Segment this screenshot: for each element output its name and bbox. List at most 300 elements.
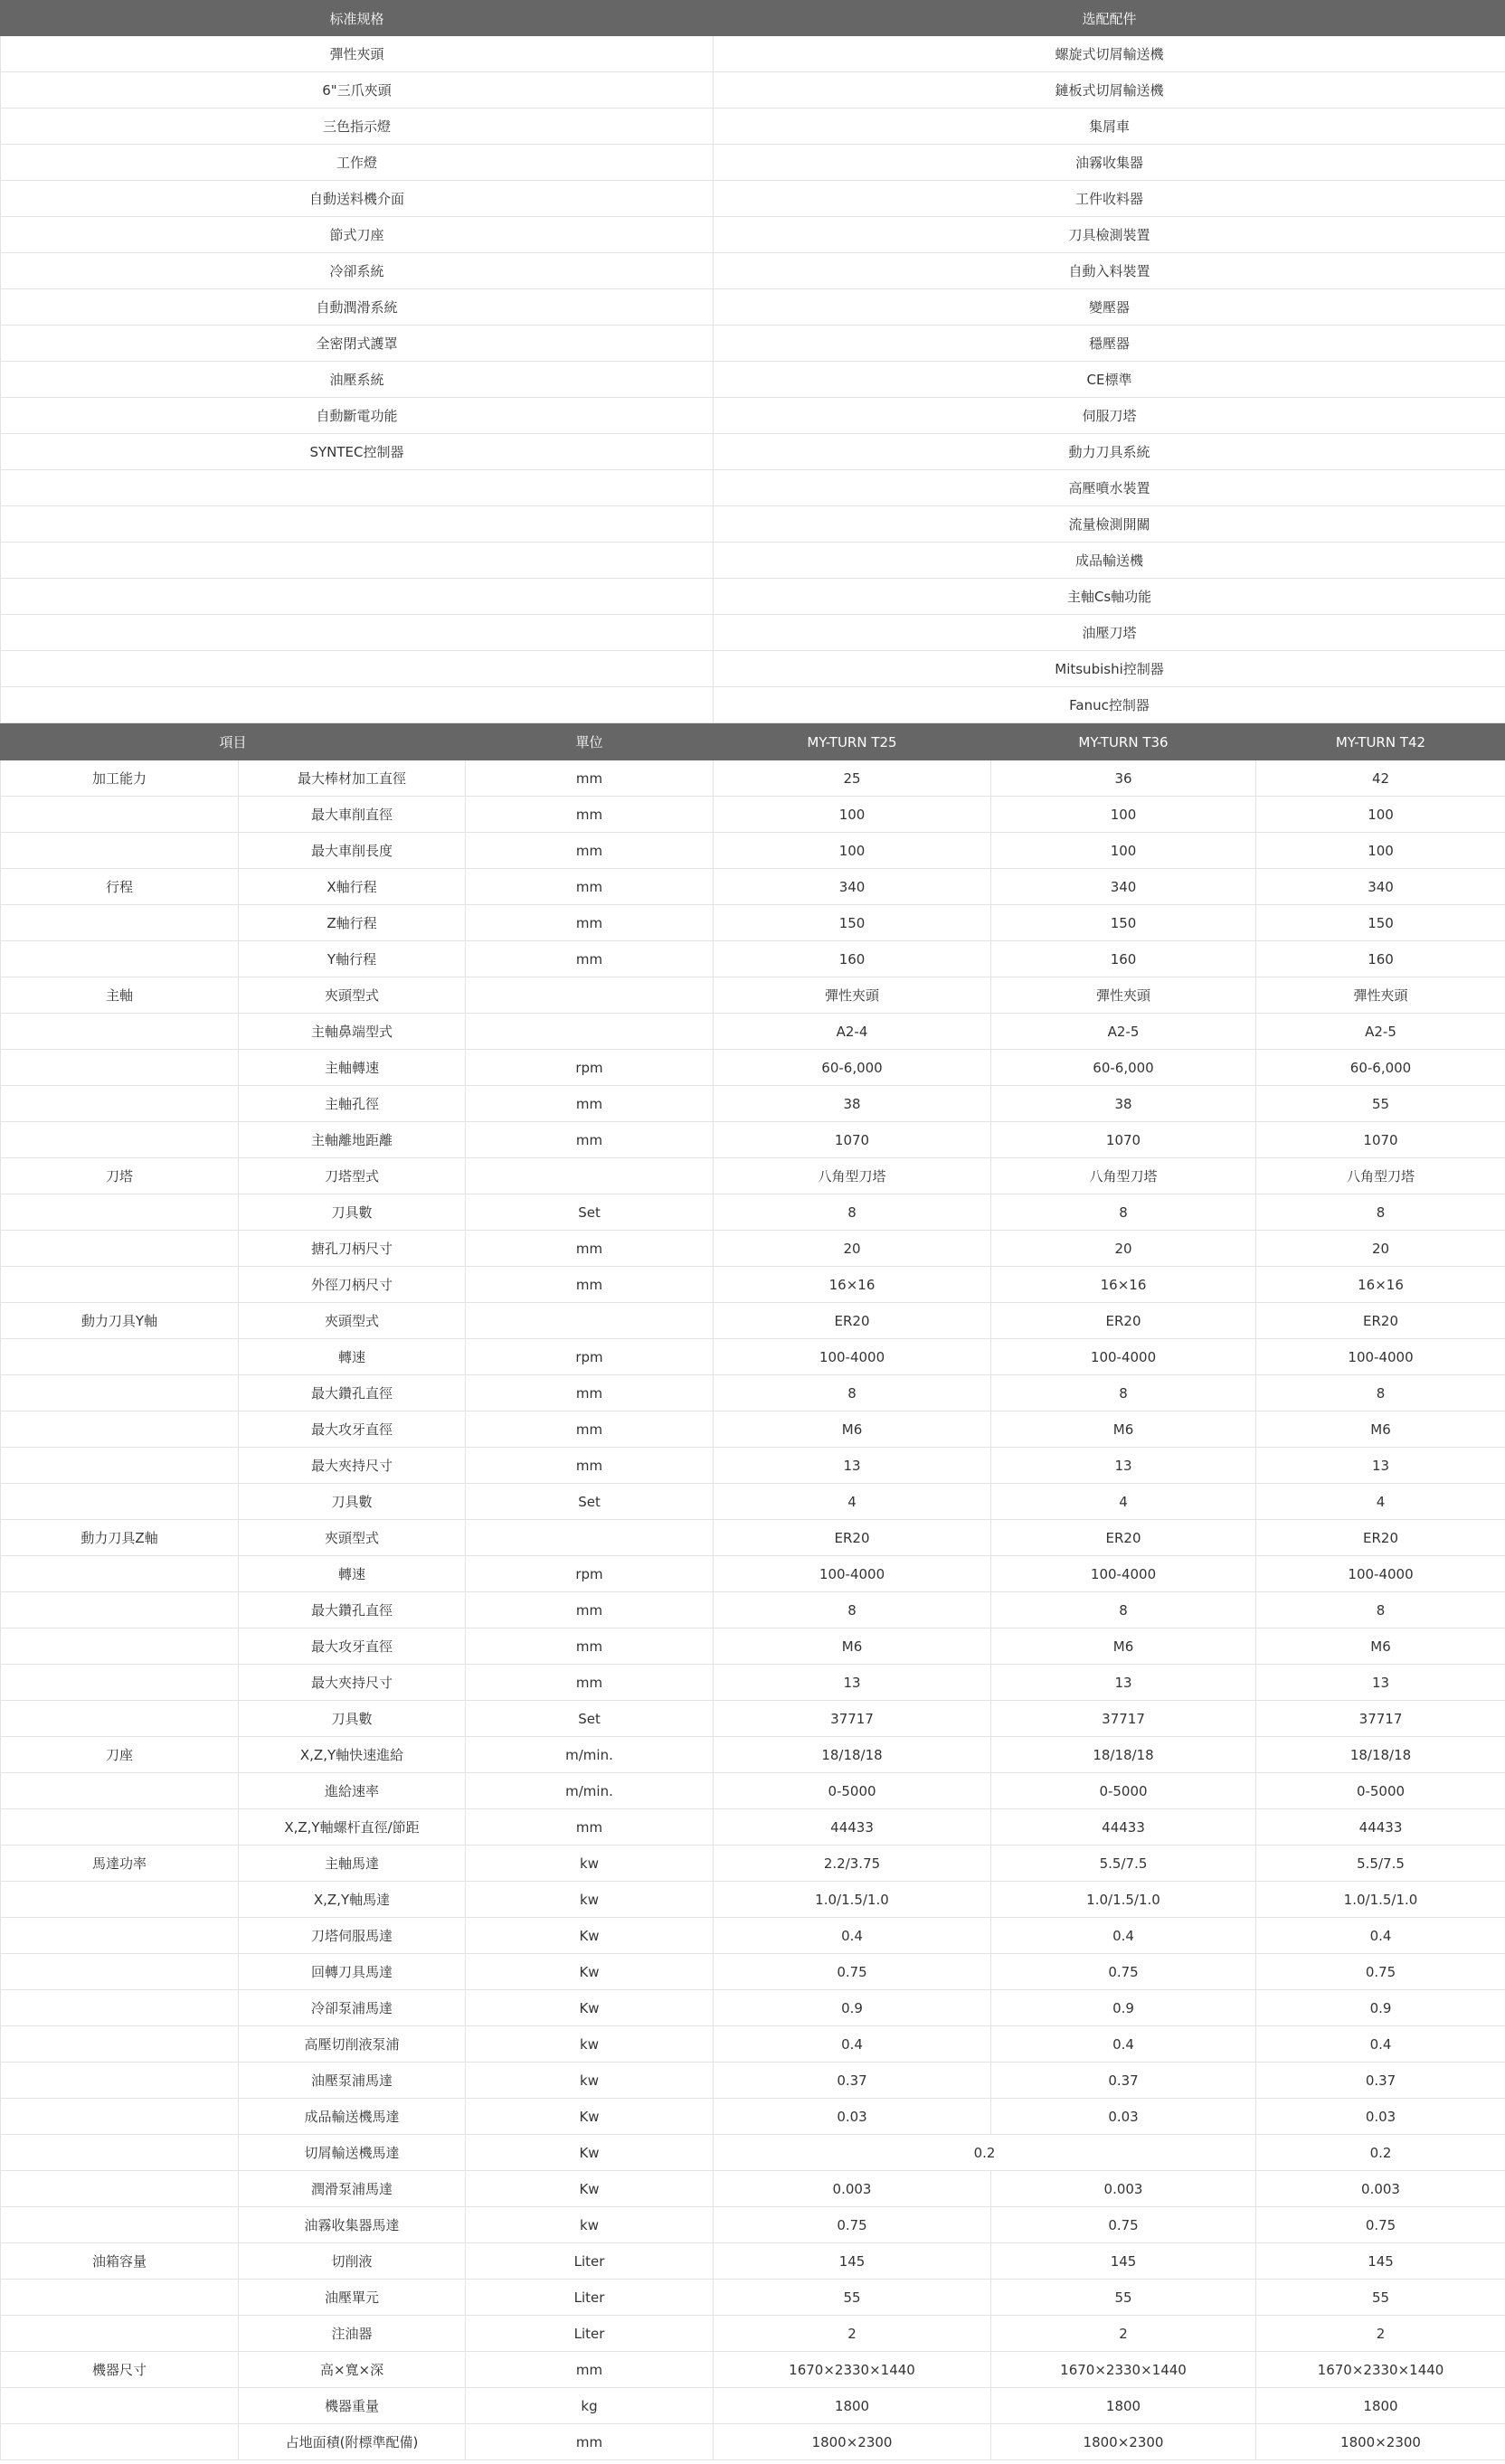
standard-spec-cell: 工作燈 bbox=[1, 145, 714, 181]
group-cell bbox=[1, 2063, 239, 2099]
item-cell: 進給速率 bbox=[239, 1773, 466, 1809]
table-row bbox=[1, 1954, 1505, 1990]
unit-cell bbox=[466, 1303, 714, 1339]
t36-value-cell: 160 bbox=[991, 941, 1256, 977]
table-row bbox=[1, 398, 1505, 434]
optional-accessory-cell: 油壓刀塔 bbox=[714, 615, 1505, 651]
t42-value-cell: 8 bbox=[1256, 1194, 1505, 1231]
t36-value-cell: 4 bbox=[991, 1484, 1256, 1520]
unit-cell: kw bbox=[466, 2063, 714, 2099]
table-row bbox=[1, 2280, 1505, 2316]
t42-value-cell: 100 bbox=[1256, 797, 1505, 833]
t25-value-cell: 8 bbox=[714, 1592, 991, 1629]
item-cell: Z軸行程 bbox=[239, 905, 466, 941]
t36-value-cell: 44433 bbox=[991, 1809, 1256, 1846]
optional-accessory-cell: 主軸Cs軸功能 bbox=[714, 579, 1505, 615]
t25-value-cell: 8 bbox=[714, 1194, 991, 1231]
t25-value-cell: 100 bbox=[714, 797, 991, 833]
t42-value-cell: 44433 bbox=[1256, 1809, 1505, 1846]
unit-cell: mm bbox=[466, 1375, 714, 1411]
t25-value-cell: 100-4000 bbox=[714, 1556, 991, 1592]
t36-value-cell: 55 bbox=[991, 2280, 1256, 2316]
t36-value-cell: 0.4 bbox=[991, 1918, 1256, 1954]
t42-value-cell: 0.2 bbox=[1256, 2135, 1505, 2171]
item-cell: 刀塔伺服馬達 bbox=[239, 1918, 466, 1954]
item-cell: 潤滑泵浦馬達 bbox=[239, 2171, 466, 2207]
table-row bbox=[1, 1809, 1505, 1846]
group-cell bbox=[1, 1267, 239, 1303]
t36-value-cell: 36 bbox=[991, 760, 1256, 797]
table-row bbox=[1, 2424, 1505, 2460]
unit-cell: kw bbox=[466, 1882, 714, 1918]
standard-spec-cell bbox=[1, 506, 714, 543]
t36-value-cell: 100-4000 bbox=[991, 1556, 1256, 1592]
t25-value-cell: 0.75 bbox=[714, 1954, 991, 1990]
standard-spec-cell bbox=[1, 543, 714, 579]
table-row bbox=[1, 615, 1505, 651]
t36-value-cell: 0.75 bbox=[991, 1954, 1256, 1990]
unit-cell: mm bbox=[466, 905, 714, 941]
t42-value-cell: 42 bbox=[1256, 760, 1505, 797]
t42-value-cell: 20 bbox=[1256, 1231, 1505, 1267]
t36-value-cell: ER20 bbox=[991, 1303, 1256, 1339]
item-cell: 主軸離地距離 bbox=[239, 1122, 466, 1158]
t42-value-cell: 18/18/18 bbox=[1256, 1737, 1505, 1773]
standard-spec-cell: SYNTEC控制器 bbox=[1, 434, 714, 470]
t42-value-cell: 0.37 bbox=[1256, 2063, 1505, 2099]
item-cell: 回轉刀具馬達 bbox=[239, 1954, 466, 1990]
group-cell bbox=[1, 1701, 239, 1737]
item-cell: 最大夾持尺寸 bbox=[239, 1665, 466, 1701]
optional-accessory-cell: 自動入料裝置 bbox=[714, 253, 1505, 289]
table-row bbox=[1, 977, 1505, 1014]
table-row bbox=[1, 797, 1505, 833]
t36-value-cell: 13 bbox=[991, 1448, 1256, 1484]
table-row bbox=[1, 1918, 1505, 1954]
unit-cell: rpm bbox=[466, 1556, 714, 1592]
t36-value-cell: 8 bbox=[991, 1592, 1256, 1629]
group-cell bbox=[1, 2026, 239, 2063]
optional-accessory-cell: 動力刀具系統 bbox=[714, 434, 1505, 470]
item-cell: 油霧收集器馬達 bbox=[239, 2207, 466, 2243]
t25-value-cell: 145 bbox=[714, 2243, 991, 2280]
unit-cell: mm bbox=[466, 941, 714, 977]
group-cell: 油箱容量 bbox=[1, 2243, 239, 2280]
unit-cell: Kw bbox=[466, 1954, 714, 1990]
t42-value-cell: 8 bbox=[1256, 1375, 1505, 1411]
group-cell: 加工能力 bbox=[1, 760, 239, 797]
optional-accessory-cell: 刀具檢測裝置 bbox=[714, 217, 1505, 253]
t42-value-cell: 1670×2330×1440 bbox=[1256, 2352, 1505, 2388]
unit-cell: mm bbox=[466, 1665, 714, 1701]
unit-cell: Set bbox=[466, 1701, 714, 1737]
standard-spec-cell: 彈性夾頭 bbox=[1, 36, 714, 72]
group-cell bbox=[1, 1086, 239, 1122]
optional-accessory-cell: Fanuc控制器 bbox=[714, 687, 1505, 723]
item-cell: 冷卻泵浦馬達 bbox=[239, 1990, 466, 2026]
unit-cell: mm bbox=[466, 1629, 714, 1665]
standard-spec-cell: 冷卻系統 bbox=[1, 253, 714, 289]
table-row bbox=[1, 687, 1505, 723]
table-row bbox=[1, 1773, 1505, 1809]
t25-value-cell: 16×16 bbox=[714, 1267, 991, 1303]
t42-value-cell: 60-6,000 bbox=[1256, 1050, 1505, 1086]
t25-value-cell: 1800×2300 bbox=[714, 2424, 991, 2460]
t25-value-cell: 1.0/1.5/1.0 bbox=[714, 1882, 991, 1918]
group-cell: 動力刀具Z軸 bbox=[1, 1520, 239, 1556]
optional-accessory-cell: CE標準 bbox=[714, 362, 1505, 398]
t25-value-cell: 160 bbox=[714, 941, 991, 977]
t36-value-cell: 20 bbox=[991, 1231, 1256, 1267]
t25-value-cell: 0.37 bbox=[714, 2063, 991, 2099]
t36-value-cell: 8 bbox=[991, 1375, 1256, 1411]
t25-value-cell: 2 bbox=[714, 2316, 991, 2352]
group-cell: 機器尺寸 bbox=[1, 2352, 239, 2388]
item-cell: 最大夾持尺寸 bbox=[239, 1448, 466, 1484]
table-row bbox=[1, 72, 1505, 109]
t36-value-cell: 60-6,000 bbox=[991, 1050, 1256, 1086]
group-cell bbox=[1, 1990, 239, 2026]
t42-value-cell: 8 bbox=[1256, 1592, 1505, 1629]
t36-value-cell: 0.003 bbox=[991, 2171, 1256, 2207]
group-cell bbox=[1, 1339, 239, 1375]
item-cell: 機器重量 bbox=[239, 2388, 466, 2424]
group-cell: 刀座 bbox=[1, 1737, 239, 1773]
item-cell: 最大鑽孔直徑 bbox=[239, 1375, 466, 1411]
unit-cell: Kw bbox=[466, 2099, 714, 2135]
table-row bbox=[1, 833, 1505, 869]
group-cell bbox=[1, 1014, 239, 1050]
table-row bbox=[1, 1014, 1505, 1050]
model-t25-header: MY-TURN T25 bbox=[714, 724, 991, 760]
unit-cell: mm bbox=[466, 1809, 714, 1846]
t25-value-cell: 0.4 bbox=[714, 1918, 991, 1954]
t25-value-cell: 60-6,000 bbox=[714, 1050, 991, 1086]
t42-value-cell: 160 bbox=[1256, 941, 1505, 977]
t25-value-cell: 0.03 bbox=[714, 2099, 991, 2135]
table-row bbox=[1, 1556, 1505, 1592]
t42-value-cell: 彈性夾頭 bbox=[1256, 977, 1505, 1014]
unit-cell: mm bbox=[466, 1448, 714, 1484]
t36-value-cell: 13 bbox=[991, 1665, 1256, 1701]
t36-value-cell: 0.4 bbox=[991, 2026, 1256, 2063]
item-cell: 成品輸送機馬達 bbox=[239, 2099, 466, 2135]
item-header: 項目 bbox=[1, 724, 466, 760]
item-cell: 轉速 bbox=[239, 1556, 466, 1592]
standard-spec-cell: 油壓系統 bbox=[1, 362, 714, 398]
unit-cell: rpm bbox=[466, 1339, 714, 1375]
item-cell: 主軸轉速 bbox=[239, 1050, 466, 1086]
optional-accessory-cell: 變壓器 bbox=[714, 289, 1505, 326]
model-t42-header: MY-TURN T42 bbox=[1256, 724, 1505, 760]
t36-value-cell: 八角型刀塔 bbox=[991, 1158, 1256, 1194]
t42-value-cell: 0.75 bbox=[1256, 1954, 1505, 1990]
table-row bbox=[1, 253, 1505, 289]
item-cell: 夾頭型式 bbox=[239, 977, 466, 1014]
standard-spec-cell bbox=[1, 651, 714, 687]
optional-accessory-cell: 穩壓器 bbox=[714, 326, 1505, 362]
t25-value-cell: ER20 bbox=[714, 1303, 991, 1339]
table-row bbox=[1, 2243, 1505, 2280]
unit-cell: kw bbox=[466, 2207, 714, 2243]
group-cell bbox=[1, 2099, 239, 2135]
table-row bbox=[1, 362, 1505, 398]
unit-cell: kg bbox=[466, 2388, 714, 2424]
item-cell: 切削液 bbox=[239, 2243, 466, 2280]
optional-accessory-cell: 伺服刀塔 bbox=[714, 398, 1505, 434]
group-cell bbox=[1, 1918, 239, 1954]
t36-value-cell: 340 bbox=[991, 869, 1256, 905]
t36-value-cell: 0-5000 bbox=[991, 1773, 1256, 1809]
t36-value-cell: 0.9 bbox=[991, 1990, 1256, 2026]
standard-spec-cell bbox=[1, 470, 714, 506]
t42-value-cell: 0.03 bbox=[1256, 2099, 1505, 2135]
unit-cell: m/min. bbox=[466, 1773, 714, 1809]
item-cell: 油壓泵浦馬達 bbox=[239, 2063, 466, 2099]
unit-cell: mm bbox=[466, 797, 714, 833]
unit-cell bbox=[466, 1014, 714, 1050]
item-cell: 外徑刀柄尺寸 bbox=[239, 1267, 466, 1303]
merged-t25-t36-cell: 0.2 bbox=[714, 2135, 1256, 2171]
t42-value-cell: 0-5000 bbox=[1256, 1773, 1505, 1809]
t36-value-cell: 1800×2300 bbox=[991, 2424, 1256, 2460]
table-row bbox=[1, 2171, 1505, 2207]
group-cell: 馬達功率 bbox=[1, 1846, 239, 1882]
specs-header-row bbox=[1, 724, 1505, 760]
t36-value-cell: 150 bbox=[991, 905, 1256, 941]
t25-value-cell: 100-4000 bbox=[714, 1339, 991, 1375]
unit-cell: mm bbox=[466, 1086, 714, 1122]
table-row bbox=[1, 1629, 1505, 1665]
group-cell bbox=[1, 833, 239, 869]
group-cell bbox=[1, 2424, 239, 2460]
table-row bbox=[1, 1339, 1505, 1375]
item-cell: 刀塔型式 bbox=[239, 1158, 466, 1194]
standard-spec-cell: 全密閉式護罩 bbox=[1, 326, 714, 362]
t25-value-cell: 38 bbox=[714, 1086, 991, 1122]
t25-value-cell: 1800 bbox=[714, 2388, 991, 2424]
t25-value-cell: 彈性夾頭 bbox=[714, 977, 991, 1014]
table-row bbox=[1, 2135, 1505, 2171]
unit-cell: Set bbox=[466, 1484, 714, 1520]
group-cell bbox=[1, 2280, 239, 2316]
table-row bbox=[1, 1158, 1505, 1194]
standard-spec-header: 标准规格 bbox=[1, 1, 714, 36]
unit-cell: mm bbox=[466, 1411, 714, 1448]
t42-value-cell: 16×16 bbox=[1256, 1267, 1505, 1303]
item-cell: Y軸行程 bbox=[239, 941, 466, 977]
group-cell bbox=[1, 1665, 239, 1701]
t25-value-cell: 100 bbox=[714, 833, 991, 869]
optional-accessory-cell: 成品輸送機 bbox=[714, 543, 1505, 579]
unit-cell: rpm bbox=[466, 1050, 714, 1086]
item-cell: X,Z,Y軸螺杆直徑/節距 bbox=[239, 1809, 466, 1846]
t25-value-cell: 0.4 bbox=[714, 2026, 991, 2063]
table-row bbox=[1, 1231, 1505, 1267]
t42-value-cell: 2 bbox=[1256, 2316, 1505, 2352]
item-cell: 主軸馬達 bbox=[239, 1846, 466, 1882]
t36-value-cell: 18/18/18 bbox=[991, 1737, 1256, 1773]
t36-value-cell: 145 bbox=[991, 2243, 1256, 2280]
t25-value-cell: 0-5000 bbox=[714, 1773, 991, 1809]
t25-value-cell: 1070 bbox=[714, 1122, 991, 1158]
table-row bbox=[1, 181, 1505, 217]
table-row bbox=[1, 1882, 1505, 1918]
unit-cell: Kw bbox=[466, 1990, 714, 2026]
table-row bbox=[1, 2026, 1505, 2063]
t25-value-cell: 1670×2330×1440 bbox=[714, 2352, 991, 2388]
t36-value-cell: 彈性夾頭 bbox=[991, 977, 1256, 1014]
group-cell bbox=[1, 941, 239, 977]
table-row bbox=[1, 1448, 1505, 1484]
item-cell: 占地面積(附標準配備) bbox=[239, 2424, 466, 2460]
standard-spec-cell: 三色指示燈 bbox=[1, 109, 714, 145]
t25-value-cell: 150 bbox=[714, 905, 991, 941]
group-cell bbox=[1, 1411, 239, 1448]
item-cell: 油壓單元 bbox=[239, 2280, 466, 2316]
t25-value-cell: 八角型刀塔 bbox=[714, 1158, 991, 1194]
unit-cell: mm bbox=[466, 2352, 714, 2388]
optional-accessory-cell: 工件收料器 bbox=[714, 181, 1505, 217]
group-cell bbox=[1, 1556, 239, 1592]
item-cell: 刀具數 bbox=[239, 1701, 466, 1737]
t25-value-cell: 0.75 bbox=[714, 2207, 991, 2243]
group-cell: 動力刀具Y軸 bbox=[1, 1303, 239, 1339]
item-cell: 刀具數 bbox=[239, 1194, 466, 1231]
t25-value-cell: 13 bbox=[714, 1448, 991, 1484]
group-cell: 主軸 bbox=[1, 977, 239, 1014]
table-row bbox=[1, 2099, 1505, 2135]
item-cell: 夾頭型式 bbox=[239, 1520, 466, 1556]
group-cell bbox=[1, 1122, 239, 1158]
unit-cell: mm bbox=[466, 1231, 714, 1267]
t25-value-cell: 44433 bbox=[714, 1809, 991, 1846]
t36-value-cell: 0.03 bbox=[991, 2099, 1256, 2135]
table-row bbox=[1, 1086, 1505, 1122]
unit-cell bbox=[466, 1158, 714, 1194]
standard-spec-cell bbox=[1, 615, 714, 651]
optional-accessory-cell: 鏈板式切屑輸送機 bbox=[714, 72, 1505, 109]
table-row bbox=[1, 651, 1505, 687]
table-row bbox=[1, 1375, 1505, 1411]
t36-value-cell: 1670×2330×1440 bbox=[991, 2352, 1256, 2388]
optional-accessory-cell: Mitsubishi控制器 bbox=[714, 651, 1505, 687]
t42-value-cell: 55 bbox=[1256, 2280, 1505, 2316]
t25-value-cell: 20 bbox=[714, 1231, 991, 1267]
features-header-row bbox=[1, 1, 1505, 36]
group-cell bbox=[1, 2207, 239, 2243]
table-row bbox=[1, 869, 1505, 905]
t36-value-cell: 1.0/1.5/1.0 bbox=[991, 1882, 1256, 1918]
t25-value-cell: 25 bbox=[714, 760, 991, 797]
table-row bbox=[1, 1122, 1505, 1158]
table-row bbox=[1, 905, 1505, 941]
item-cell: 最大車削直徑 bbox=[239, 797, 466, 833]
unit-cell: Kw bbox=[466, 1918, 714, 1954]
t36-value-cell: 1070 bbox=[991, 1122, 1256, 1158]
table-row bbox=[1, 145, 1505, 181]
item-cell: 主軸孔徑 bbox=[239, 1086, 466, 1122]
unit-cell: mm bbox=[466, 833, 714, 869]
unit-cell: mm bbox=[466, 2424, 714, 2460]
t36-value-cell: 38 bbox=[991, 1086, 1256, 1122]
unit-cell: mm bbox=[466, 869, 714, 905]
group-cell bbox=[1, 1629, 239, 1665]
group-cell bbox=[1, 2171, 239, 2207]
group-cell bbox=[1, 2388, 239, 2424]
table-row bbox=[1, 1303, 1505, 1339]
t25-value-cell: 4 bbox=[714, 1484, 991, 1520]
standard-spec-cell: 自動潤滑系統 bbox=[1, 289, 714, 326]
t25-value-cell: 18/18/18 bbox=[714, 1737, 991, 1773]
t42-value-cell: 150 bbox=[1256, 905, 1505, 941]
group-cell: 行程 bbox=[1, 869, 239, 905]
t42-value-cell: 八角型刀塔 bbox=[1256, 1158, 1505, 1194]
t36-value-cell: M6 bbox=[991, 1411, 1256, 1448]
t42-value-cell: 13 bbox=[1256, 1665, 1505, 1701]
table-row bbox=[1, 1592, 1505, 1629]
standard-spec-cell: 6"三爪夾頭 bbox=[1, 72, 714, 109]
table-row bbox=[1, 217, 1505, 253]
table-row bbox=[1, 1665, 1505, 1701]
table-row bbox=[1, 1737, 1505, 1773]
t36-value-cell: M6 bbox=[991, 1629, 1256, 1665]
standard-spec-cell: 節式刀座 bbox=[1, 217, 714, 253]
optional-accessory-cell: 集屑車 bbox=[714, 109, 1505, 145]
group-cell bbox=[1, 1448, 239, 1484]
table-row bbox=[1, 506, 1505, 543]
t42-value-cell: 0.003 bbox=[1256, 2171, 1505, 2207]
t25-value-cell: 55 bbox=[714, 2280, 991, 2316]
t42-value-cell: 100 bbox=[1256, 833, 1505, 869]
unit-cell: Set bbox=[466, 1194, 714, 1231]
unit-header: 單位 bbox=[466, 724, 714, 760]
t42-value-cell: 1.0/1.5/1.0 bbox=[1256, 1882, 1505, 1918]
unit-cell bbox=[466, 977, 714, 1014]
table-row bbox=[1, 760, 1505, 797]
machine-specifications-table bbox=[0, 723, 1505, 2460]
item-cell: 主軸鼻端型式 bbox=[239, 1014, 466, 1050]
table-row bbox=[1, 1701, 1505, 1737]
t36-value-cell: ER20 bbox=[991, 1520, 1256, 1556]
t42-value-cell: 1070 bbox=[1256, 1122, 1505, 1158]
item-cell: 最大車削長度 bbox=[239, 833, 466, 869]
item-cell: 轉速 bbox=[239, 1339, 466, 1375]
t42-value-cell: 55 bbox=[1256, 1086, 1505, 1122]
item-cell: 最大鑽孔直徑 bbox=[239, 1592, 466, 1629]
t42-value-cell: M6 bbox=[1256, 1411, 1505, 1448]
item-cell: X,Z,Y軸馬達 bbox=[239, 1882, 466, 1918]
table-row bbox=[1, 289, 1505, 326]
t25-value-cell: 340 bbox=[714, 869, 991, 905]
unit-cell: kw bbox=[466, 2026, 714, 2063]
t25-value-cell: 8 bbox=[714, 1375, 991, 1411]
standard-spec-cell bbox=[1, 687, 714, 723]
t25-value-cell: M6 bbox=[714, 1629, 991, 1665]
t25-value-cell: 13 bbox=[714, 1665, 991, 1701]
optional-accessory-cell: 流量檢測開關 bbox=[714, 506, 1505, 543]
table-row bbox=[1, 1484, 1505, 1520]
item-cell: 高壓切削液泵浦 bbox=[239, 2026, 466, 2063]
item-cell: 最大攻牙直徑 bbox=[239, 1629, 466, 1665]
table-row bbox=[1, 1846, 1505, 1882]
t36-value-cell: 5.5/7.5 bbox=[991, 1846, 1256, 1882]
t25-value-cell: M6 bbox=[714, 1411, 991, 1448]
table-row bbox=[1, 36, 1505, 72]
t36-value-cell: 100 bbox=[991, 797, 1256, 833]
t36-value-cell: 100 bbox=[991, 833, 1256, 869]
group-cell bbox=[1, 1194, 239, 1231]
